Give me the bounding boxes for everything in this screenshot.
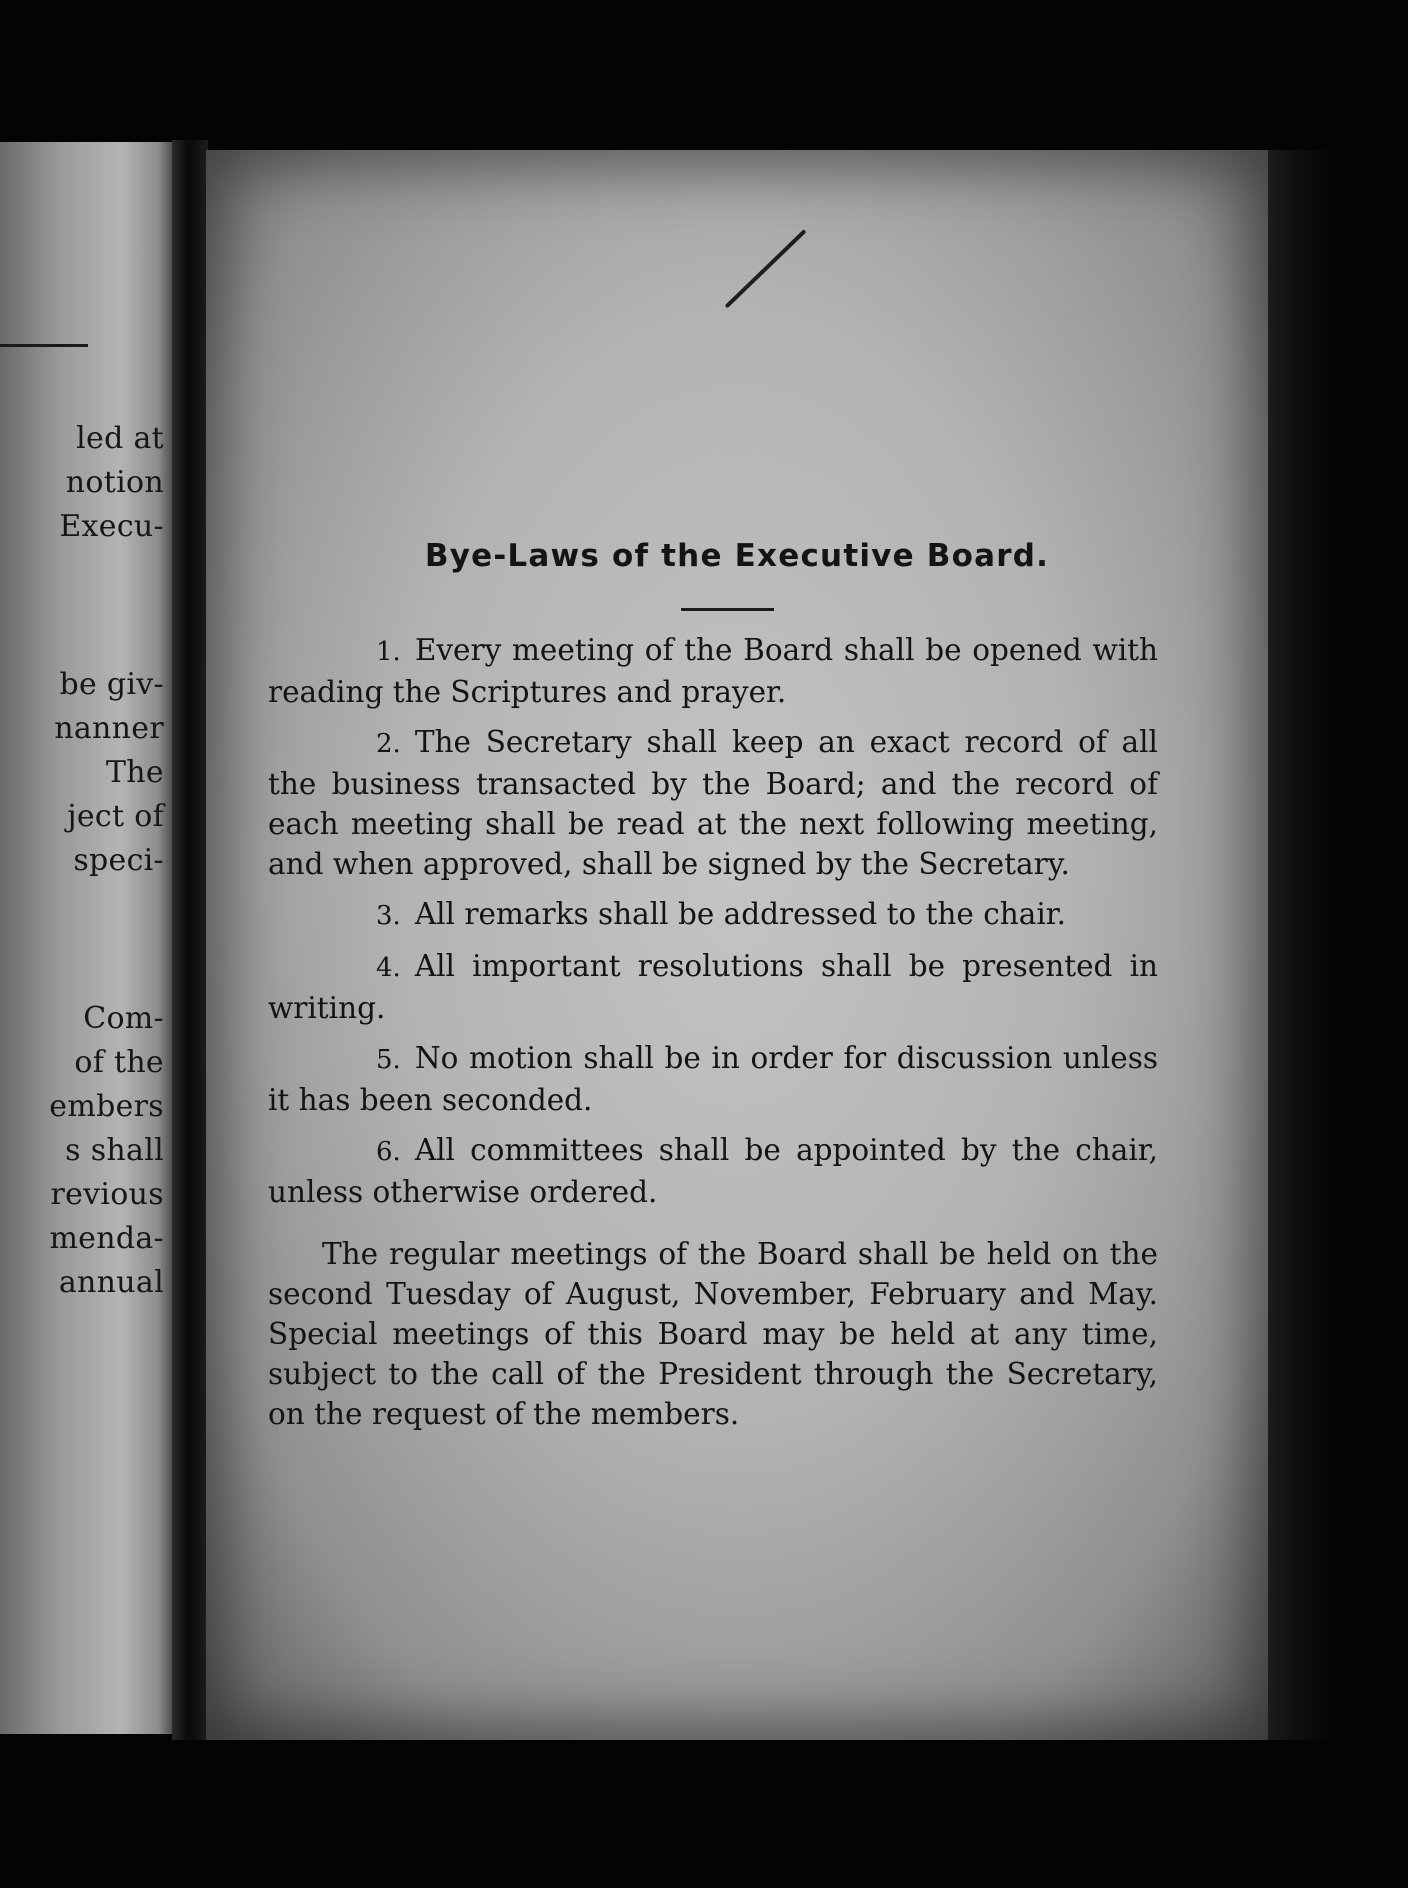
left-page-line: speci- [73, 843, 164, 878]
left-page-line: menda- [49, 1221, 164, 1256]
left-page-line: notion [65, 465, 164, 500]
bylaw-text: All remarks shall be addressed to the chair. [414, 897, 1067, 931]
left-page-line: s shall [65, 1133, 164, 1168]
bylaw-number: 1. [376, 637, 401, 667]
left-page-line: annual [58, 1265, 164, 1300]
left-page-line: led at [76, 421, 164, 456]
left-page-line: ject of [67, 799, 164, 834]
left-page-line: be giv- [59, 667, 164, 702]
bylaw-text: Every meeting of the Board shall be opened with reading the Scriptures and prayer. [268, 633, 1158, 709]
bylaw-item [268, 722, 1158, 884]
left-page-line: embers [49, 1089, 164, 1124]
left-page-line: nanner [54, 711, 164, 746]
bylaw-item [268, 1130, 1158, 1212]
bylaw-item [268, 946, 1158, 1028]
bylaw-text: No motion shall be in order for discussion unless it has been seconded. [268, 1041, 1158, 1117]
left-page-line: The [106, 755, 164, 790]
bylaws-text [268, 630, 1158, 1444]
bylaw-number: 6. [376, 1137, 401, 1167]
bylaw-number: 2. [376, 729, 401, 759]
page-edge [1268, 150, 1330, 1740]
bylaw-number: 3. [376, 901, 401, 931]
heading-rule [681, 608, 774, 611]
pencil-mark [725, 229, 807, 308]
left-page-rule [0, 344, 88, 347]
bylaw-text: The Secretary shall keep an exact record of all the business transacted by the Board; and the record of each meeting shall be read at the next following meeting, and when approved, shall be signed by the Secretary. [268, 725, 1158, 881]
bylaw-item [268, 894, 1158, 936]
bylaw-item [268, 1038, 1158, 1120]
bylaw-text: All important resolutions shall be presented in writing. [268, 949, 1158, 1025]
left-page-line: Com- [83, 1001, 164, 1036]
left-page-line: revious [50, 1177, 164, 1212]
left-page-line: of the [74, 1045, 164, 1080]
book-gutter [172, 140, 208, 1740]
page-title: Bye-Laws of the Executive Board. [424, 538, 1050, 574]
closing-paragraph: The regular meetings of the Board shall be held on the second Tuesday of August, November, February and May. Special meetings of this Board may be held at any time, subject to the call of the President through the Secretary, on the request of the members. [268, 1237, 1158, 1431]
bylaw-number: 4. [376, 953, 401, 983]
bylaw-number: 5. [376, 1045, 401, 1075]
bylaw-item [268, 630, 1158, 712]
bylaw-text: All committees shall be appointed by the chair, unless otherwise ordered. [268, 1133, 1158, 1209]
left-page-line: Execu- [59, 509, 164, 544]
right-page [206, 150, 1268, 1740]
left-facing-page [0, 142, 172, 1734]
